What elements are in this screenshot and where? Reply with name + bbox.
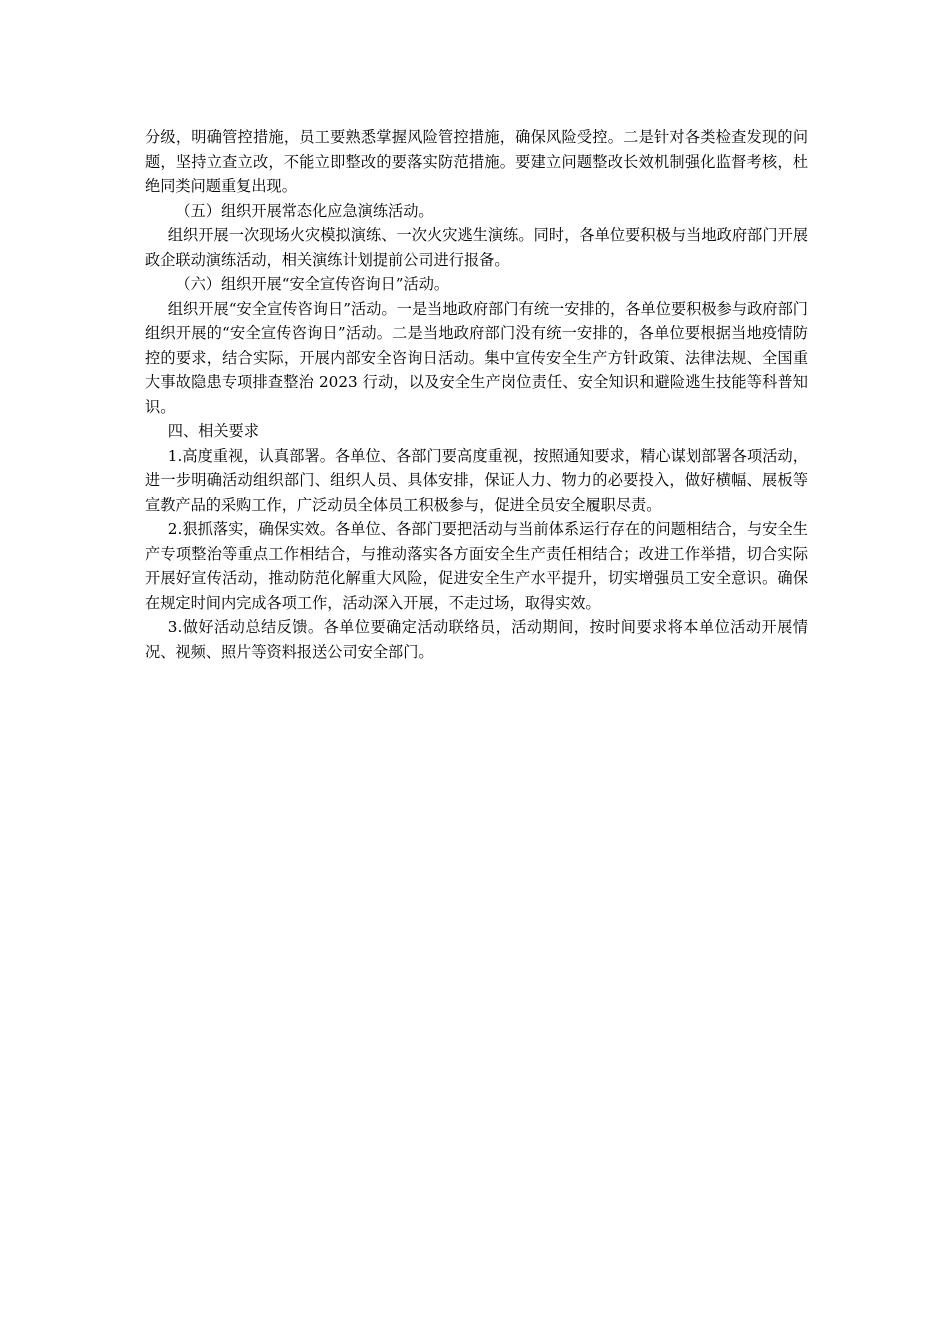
paragraph-safety-consultation-day: 组织开展“安全宣传咨询日”活动。一是当地政府部门有统一安排的，各单位要积极参与政府部门组织开展的“安全宣传咨询日”活动。二是当地政府部门没有统一安排的，各单位要根据当地疫情防控的要求，结合实际，开展内部安全咨询日活动。集中宣传安全生产方针政策、法律法规、全国重大事故隐患专项排查整治 2023 行动，以及安全生产岗位责任、安全知识和避险逃生技能等科普知识。 [145,299,808,416]
requirement-item-1: 1.高度重视，认真部署。各单位、各部门要高度重视，按照通知要求，精心谋划部署各项活动，进一步明确活动组织部门、组织人员、具体安排，保证人力、物力的必要投入，做好横幅、展板等宣教产品的采购工作，广泛动员全体员工积极参与，促进全员安全履职尽责。 [145,446,808,514]
requirement-item-2: 2.狠抓落实，确保实效。各单位、各部门要把活动与当前体系运行存在的问题相结合，与安全生产专项整治等重点工作相结合，与推动落实各方面安全生产责任相结合；改进工作举措，切合实际开展好宣传活动，推动防范化解重大风险，促进安全生产水平提升，切实增强员工安全意识。确保在规定时间内完成各项工作，活动深入开展，不走过场，取得实效。 [145,520,808,612]
document-body [145,125,808,664]
paragraph-emergency-drill: 组织开展一次现场火灾模拟演练、一次火灾逃生演练。同时，各单位要积极与当地政府部门开展政企联动演练活动，相关演练计划提前公司进行报备。 [145,226,808,269]
paragraph-risk-control-continuation: 分级，明确管控措施，员工要熟悉掌握风险管控措施，确保风险受控。二是针对各类检查发现的问题，坚持立查立改，不能立即整改的要落实防范措施。要建立问题整改长效机制强化监督考核，杜绝同类问题重复出现。 [145,128,808,195]
section-heading-safety-consultation-day: （六）组织开展“安全宣传咨询日”活动。 [175,275,450,293]
section-heading-emergency-drill: （五）组织开展常态化应急演练活动。 [175,201,434,220]
requirement-item-3: 3.做好活动总结反馈。各单位要确定活动联络员，活动期间，按时间要求将本单位活动开展情况、视频、照片等资料报送公司安全部门。 [145,618,808,661]
section-heading-requirements: 四、相关要求 [167,422,259,440]
